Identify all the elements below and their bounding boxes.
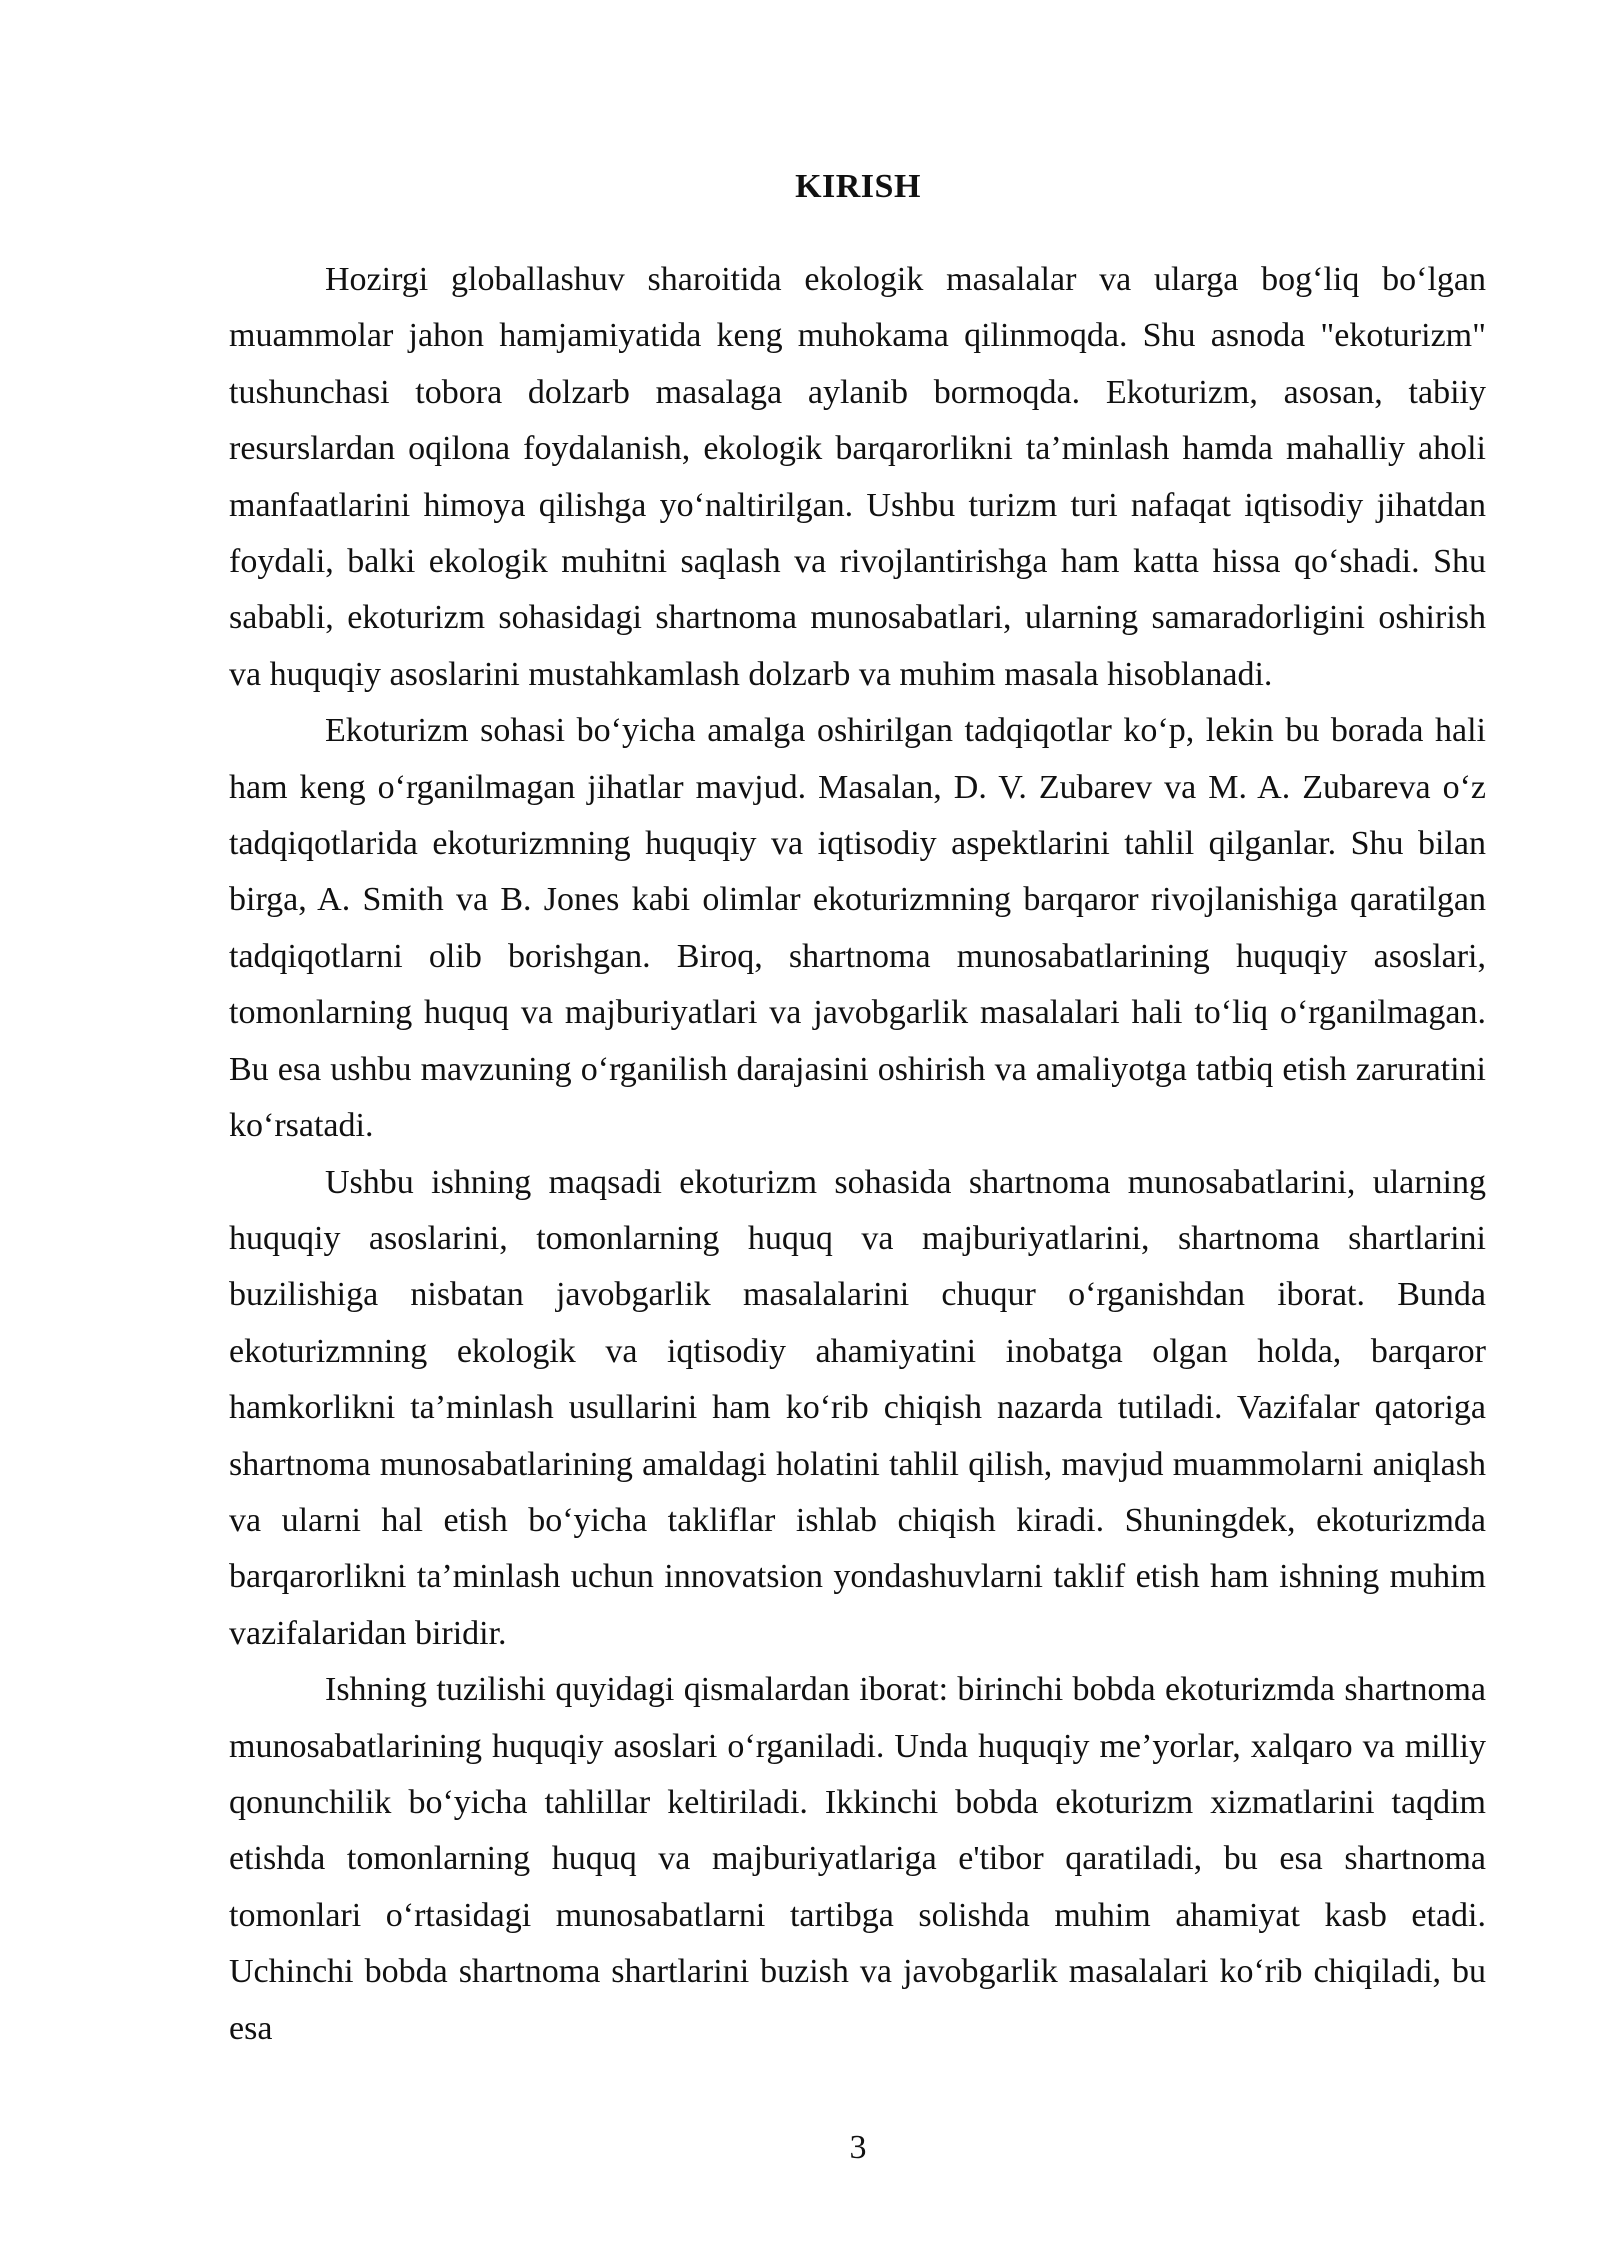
paragraph-1: Hozirgi globallashuv sharoitida ekologik masalalar va ularga bog‘liq bo‘lgan muammolar jahon hamjamiyatida keng muhokama qilinmoqda. Shu asnoda "ekoturizm" tushunchasi tobora dolzarb masalaga aylanib bormoqda. Ekoturizm, asosan, tabiiy resurslardan oqilona foydalanish, ekologik barqarorlikni ta’minlash hamda mahalliy aholi manfaatlarini himoya qilishga yo‘naltirilgan. Ushbu turizm turi nafaqat iqtisodiy jihatdan foydali, balki ekologik muhitni saqlash va rivojlantirishga ham katta hissa qo‘shadi. Shu sababli, ekoturizm sohasidagi shartnoma munosabatlari, ularning samaradorligini oshirish va huquqiy asoslarini mustahkamlash dolzarb va muhim masala hisoblanadi. — [229, 261, 1486, 693]
paragraph-4: Ishning tuzilishi quyidagi qismalardan iborat: birinchi bobda ekoturizmda shartnoma munosabatlarining huquqiy asoslari o‘rganiladi. Unda huquqiy me’yorlar, xalqaro va milliy qonunchilik bo‘yicha tahlillar keltiriladi. Ikkinchi bobda ekoturizm xizmatlarini taqdim etishda tomonlarning huquq va majburiyatlariga e'tibor qaratiladi, bu esa shartnoma tomonlari o‘rtasidagi munosabatlarni tartibga solishda muhim ahamiyat kasb etadi. Uchinchi bobda shartnoma shartlarini buzish va javobgarlik masalalari ko‘rib chiqiladi, bu esa — [229, 1671, 1486, 2047]
page-number: 3 — [849, 2129, 867, 2166]
paragraph-2: Ekoturizm sohasi bo‘yicha amalga oshirilgan tadqiqotlar ko‘p, lekin bu borada hali ham keng o‘rganilmagan jihatlar mavjud. Masalan, D. V. Zubarev va M. A. Zubareva o‘z tadqiqotlarida ekoturizmning huquqiy va iqtisodiy aspektlarini tahlil qilganlar. Shu bilan birga, A. Smith va B. Jones kabi olimlar ekoturizmning barqaror rivojlanishiga qaratilgan tadqiqotlarni olib borishgan. Biroq, shartnoma munosabatlarining huquqiy asoslari, tomonlarning huquq va majburiyatlari va javobgarlik masalalari hali to‘liq o‘rganilmagan. Bu esa ushbu mavzuning o‘rganilish darajasini oshirish va amaliyotga tatbiq etish zaruratini ko‘rsatadi. — [229, 712, 1486, 1145]
paragraph-3: Ushbu ishning maqsadi ekoturizm sohasida shartnoma munosabatlarini, ularning huquqiy asoslarini, tomonlarning huquq va majburiyatlarini, shartnoma shartlarini buzilishiga nisbatan javobgarlik masalalarini chuqur o‘rganishdan iborat. Bunda ekoturizmning ekologik va iqtisodiy ahamiyatini inobatga olgan holda, barqaror hamkorlikni ta’minlash usullarini ham ko‘rib chiqish nazarda tutiladi. Vazifalar qatoriga shartnoma munosabatlarining amaldagi holatini tahlil qilish, mavjud muammolarni aniqlash va ularni hal etish bo‘yicha takliflar ishlab chiqish kiradi. Shuningdek, ekoturizmda barqarorlikni ta’minlash uchun innovatsion yondashuvlarni taklif etish ham ishning muhim vazifalaridan biridir. — [229, 1163, 1486, 1652]
body-text — [229, 252, 1486, 2057]
section-heading: KIRISH — [795, 168, 921, 205]
